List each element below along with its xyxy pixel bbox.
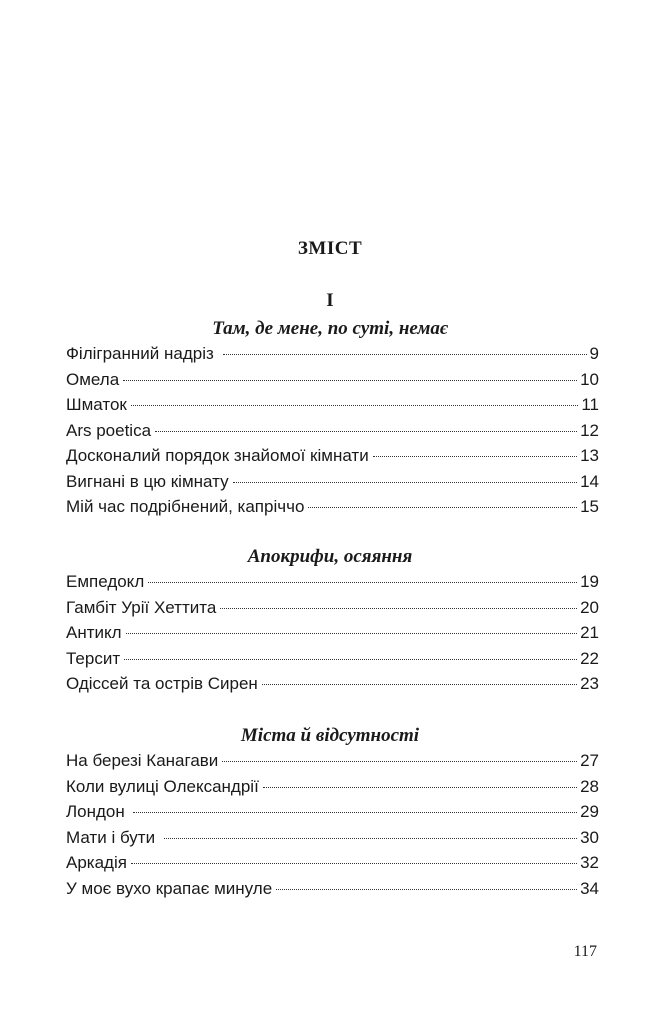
toc-entry-page: 30 bbox=[580, 827, 599, 847]
toc-entry bbox=[66, 646, 599, 672]
toc-entry-page: 34 bbox=[580, 878, 599, 898]
dot-leader bbox=[124, 659, 577, 660]
dot-leader bbox=[233, 482, 577, 483]
dot-leader bbox=[123, 380, 577, 381]
toc-entry-title: На березі Канагави bbox=[66, 751, 219, 770]
toc-entry-title: Ars poetica bbox=[66, 420, 152, 440]
dot-leader bbox=[262, 684, 577, 685]
toc-list-section-3 bbox=[66, 748, 599, 901]
toc-entry bbox=[66, 392, 599, 418]
toc-entry-title: Терсит bbox=[66, 648, 121, 668]
toc-entry bbox=[66, 341, 599, 367]
dot-leader bbox=[126, 633, 578, 634]
toc-entry bbox=[66, 799, 599, 825]
toc-entry bbox=[66, 671, 599, 697]
toc-entry-title: Мати і бути bbox=[66, 827, 160, 847]
toc-entry-page: 13 bbox=[580, 446, 599, 465]
toc-entry bbox=[66, 469, 599, 495]
toc-entry-page: 23 bbox=[580, 674, 599, 693]
toc-entry-title: Коли вулиці Олександрії bbox=[66, 776, 259, 796]
toc-entry-page: 19 bbox=[580, 572, 599, 591]
toc-entry-page: 22 bbox=[580, 648, 599, 668]
toc-entry bbox=[66, 748, 599, 774]
dot-leader bbox=[164, 838, 577, 839]
toc-entry bbox=[66, 595, 599, 621]
toc-entry-page: 9 bbox=[589, 344, 599, 363]
part-numeral: І bbox=[326, 290, 334, 311]
toc-entry-title: Філігранний надріз bbox=[66, 344, 219, 363]
toc-list-section-2 bbox=[66, 569, 599, 697]
toc-entry-page: 32 bbox=[580, 853, 599, 872]
toc-entry bbox=[66, 418, 599, 444]
toc-entry bbox=[66, 620, 599, 646]
toc-entry-title: Лондон bbox=[66, 802, 130, 821]
toc-entry-page: 10 bbox=[580, 369, 599, 389]
section-title-2: Апокрифи, осяяння bbox=[247, 546, 413, 567]
toc-entry bbox=[66, 494, 599, 520]
toc-entry-title: Одіссей та острів Сирен bbox=[66, 674, 258, 693]
toc-entry-title: Аркадія bbox=[66, 853, 127, 872]
dot-leader bbox=[263, 787, 577, 788]
toc-entry-page: 14 bbox=[580, 471, 599, 491]
toc-entry-title: Антикл bbox=[66, 623, 122, 642]
dot-leader bbox=[148, 582, 577, 583]
toc-entry-title: Мій час подрібнений, капріччо bbox=[66, 497, 305, 516]
toc-entry bbox=[66, 443, 599, 469]
dot-leader bbox=[308, 507, 577, 508]
dot-leader bbox=[223, 354, 587, 355]
toc-entry-title: У моє вухо крапає минуле bbox=[66, 878, 273, 898]
toc-entry-page: 29 bbox=[580, 802, 599, 821]
toc-entry-title: Емпедокл bbox=[66, 572, 145, 591]
toc-entry-title: Вигнані в цю кімнату bbox=[66, 471, 229, 491]
dot-leader bbox=[131, 405, 579, 406]
section-title-1: Там, де мене, по суті, немає bbox=[212, 318, 448, 339]
toc-entry-page: 11 bbox=[581, 395, 599, 414]
toc-entry-title: Шматок bbox=[66, 395, 127, 414]
toc-entry bbox=[66, 774, 599, 800]
dot-leader bbox=[222, 761, 577, 762]
dot-leader bbox=[133, 812, 577, 813]
toc-entry bbox=[66, 850, 599, 876]
dot-leader bbox=[220, 608, 577, 609]
toc-entry-page: 21 bbox=[580, 623, 599, 642]
toc-entry-title: Досконалий порядок знайомої кімнати bbox=[66, 446, 369, 465]
toc-entry bbox=[66, 367, 599, 393]
toc-entry-page: 27 bbox=[580, 751, 599, 770]
toc-entry-title: Гамбіт Урії Хеттита bbox=[66, 597, 217, 617]
toc-entry bbox=[66, 569, 599, 595]
dot-leader bbox=[373, 456, 577, 457]
contents-heading: ЗМІСТ bbox=[297, 238, 363, 259]
page-number: 117 bbox=[573, 943, 597, 960]
toc-entry-page: 28 bbox=[580, 776, 599, 796]
dot-leader bbox=[131, 863, 577, 864]
toc-entry bbox=[66, 825, 599, 851]
dot-leader bbox=[276, 889, 577, 890]
toc-list-section-1 bbox=[66, 341, 599, 520]
toc-entry-page: 20 bbox=[580, 597, 599, 617]
toc-entry-page: 12 bbox=[580, 420, 599, 440]
toc-entry-page: 15 bbox=[580, 497, 599, 516]
section-title-3: Міста й відсутності bbox=[240, 725, 420, 746]
toc-entry-title: Омела bbox=[66, 369, 120, 389]
dot-leader bbox=[155, 431, 577, 432]
toc-entry bbox=[66, 876, 599, 902]
